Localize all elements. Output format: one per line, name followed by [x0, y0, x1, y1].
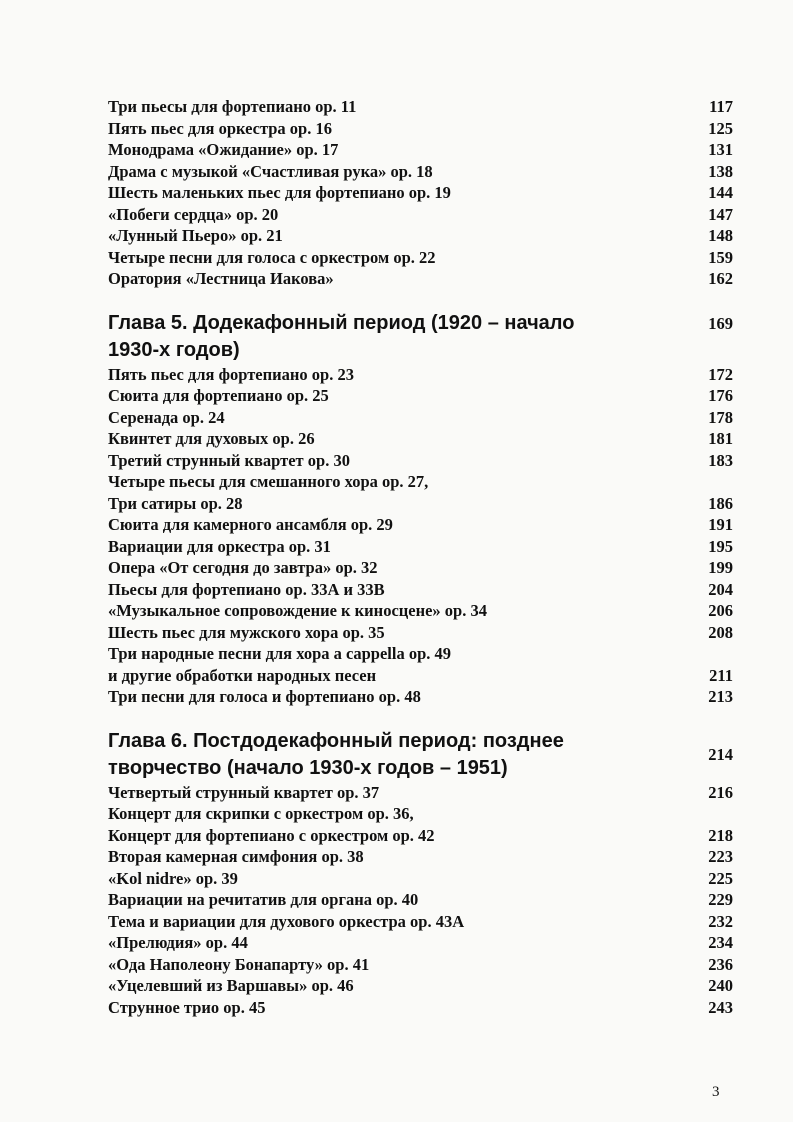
chapter-title: Глава 6. Постдодекафонный период: позднее творчество (начало 1930-х годов – 1951): [108, 729, 564, 779]
toc-entry-page: 234: [708, 933, 733, 952]
toc-entry-page: 176: [708, 386, 733, 405]
toc-entry: [108, 450, 733, 472]
toc-entry: [108, 557, 733, 579]
toc-entry: [108, 825, 733, 847]
toc-entry: [108, 182, 733, 204]
toc-entry-page: 172: [708, 364, 733, 384]
toc-entry: [108, 268, 733, 290]
toc-entry-title: Квинтет для духовых ор. 26: [108, 429, 315, 448]
toc-entry-page: 223: [708, 847, 733, 866]
toc-entry-title: Вторая камерная симфония ор. 38: [108, 847, 364, 866]
toc-entry: [108, 622, 733, 644]
toc-entry-page: 213: [708, 687, 733, 706]
toc-entry: [108, 665, 733, 687]
toc-entry-title: Драма с музыкой «Счастливая рука» ор. 18: [108, 161, 433, 181]
toc-entry: [108, 600, 733, 622]
toc-entry-title: Струнное трио ор. 45: [108, 997, 266, 1017]
toc-entry-title: Вариации на речитатив для органа ор. 40: [108, 890, 419, 909]
toc-entry: [108, 911, 733, 933]
toc-entry-page: 131: [708, 140, 733, 159]
toc-entry: [108, 161, 733, 183]
toc-entry-title: Три пьесы для фортепиано ор. 11: [108, 97, 357, 116]
toc-entry-page: 240: [708, 976, 733, 995]
toc-entry-title: «Побеги сердца» ор. 20: [108, 204, 279, 224]
toc-entry-title: Третий струнный квартет ор. 30: [108, 450, 350, 470]
toc-entry-title: Опера «От сегодня до завтра» ор. 32: [108, 558, 378, 577]
toc-entry-title: Сюита для фортепиано ор. 25: [108, 386, 329, 405]
chapter-page: 214: [708, 744, 733, 764]
toc-entry-title: Пьесы для фортепиано ор. 33А и 33В: [108, 579, 385, 599]
toc-entry-title: Оратория «Лестница Иакова»: [108, 269, 334, 288]
toc-entry-title: Пять пьес для фортепиано ор. 23: [108, 364, 354, 384]
chapter-title: Глава 5. Додекафонный период (1920 – начало 1930-х годов): [108, 311, 575, 361]
toc-entry-title: Тема и вариации для духового оркестра ор. 43А: [108, 911, 465, 931]
toc-entry-title: Шесть пьес для мужского хора ор. 35: [108, 622, 385, 642]
toc-entry-title: Сюита для камерного ансамбля ор. 29: [108, 515, 393, 534]
toc-entry-page: 232: [708, 911, 733, 931]
toc-entry: [108, 139, 733, 161]
toc-entry: [108, 686, 733, 708]
toc-entry-page: 211: [709, 665, 733, 685]
toc-entry: [108, 997, 733, 1019]
toc-entry-page: 208: [708, 622, 733, 642]
toc-entry-page: 225: [708, 868, 733, 888]
toc-entry-title: «Лунный Пьеро» ор. 21: [108, 226, 283, 245]
toc-entry: [108, 579, 733, 601]
toc-entry-page: 191: [708, 515, 733, 534]
toc-entry-page: 206: [708, 601, 733, 620]
table-of-contents: [108, 96, 733, 1018]
toc-entry-title: Шесть маленьких пьес для фортепиано ор. 19: [108, 183, 451, 202]
toc-entry: [108, 643, 733, 665]
toc-entry-page: 117: [709, 97, 733, 116]
toc-entry: [108, 225, 733, 247]
toc-entry-title: Монодрама «Ожидание» ор. 17: [108, 140, 339, 159]
toc-entry-title: «Ода Наполеону Бонапарту» ор. 41: [108, 954, 370, 974]
toc-entry: [108, 385, 733, 407]
toc-entry: [108, 428, 733, 450]
toc-entry-title: Три песни для голоса и фортепиано ор. 48: [108, 687, 421, 706]
toc-entry-title: Концерт для скрипки с оркестром ор. 36,: [108, 804, 414, 823]
toc-entry-page: 229: [708, 890, 733, 909]
section-top-list: [108, 96, 733, 290]
toc-entry-page: 148: [708, 226, 733, 245]
toc-entry-title: Серенада ор. 24: [108, 407, 225, 427]
toc-entry: [108, 782, 733, 804]
toc-entry: [108, 868, 733, 890]
toc-entry-title: Четыре песни для голоса с оркестром ор. 22: [108, 247, 436, 267]
toc-entry-page: 236: [708, 954, 733, 974]
toc-entry-title: и другие обработки народных песен: [108, 665, 377, 685]
toc-entry-title: Вариации для оркестра ор. 31: [108, 536, 331, 556]
toc-entry-title: Четвертый струнный квартет ор. 37: [108, 782, 380, 802]
chapter-6-list: [108, 782, 733, 1019]
toc-entry-page: 178: [708, 407, 733, 427]
toc-entry: [108, 803, 733, 825]
toc-entry: [108, 204, 733, 226]
toc-entry-page: 199: [708, 558, 733, 577]
toc-entry: [108, 932, 733, 954]
toc-entry-page: 162: [708, 269, 733, 288]
toc-entry: [108, 846, 733, 868]
toc-entry: [108, 514, 733, 536]
toc-entry-page: 183: [708, 450, 733, 470]
toc-entry-title: Три сатиры ор. 28: [108, 493, 243, 513]
chapter-6-heading: [108, 728, 733, 782]
toc-entry-title: Три народные песни для хора a cappella ор. 49: [108, 644, 451, 663]
toc-entry-title: Четыре пьесы для смешанного хора ор. 27,: [108, 472, 429, 491]
chapter-5-list: [108, 364, 733, 708]
toc-entry: [108, 407, 733, 429]
toc-entry-page: 195: [708, 536, 733, 556]
toc-entry-title: «Прелюдия» ор. 44: [108, 933, 248, 952]
toc-entry-page: 138: [708, 161, 733, 181]
toc-entry-page: 125: [708, 118, 733, 138]
chapter-5-heading: [108, 310, 733, 364]
page-number: 3: [712, 1084, 720, 1100]
toc-entry: [108, 96, 733, 118]
toc-entry-title: «Уцелевший из Варшавы» ор. 46: [108, 976, 354, 995]
toc-entry-page: 243: [708, 997, 733, 1017]
toc-entry-page: 186: [708, 493, 733, 513]
toc-entry-title: Концерт для фортепиано с оркестром ор. 42: [108, 825, 435, 845]
toc-entry-title: Пять пьес для оркестра ор. 16: [108, 118, 332, 138]
toc-entry-page: 181: [708, 429, 733, 448]
toc-entry: [108, 364, 733, 386]
toc-entry: [108, 118, 733, 140]
toc-entry: [108, 536, 733, 558]
toc-entry-page: 159: [708, 247, 733, 267]
toc-entry-page: 218: [708, 825, 733, 845]
toc-entry-page: 204: [708, 579, 733, 599]
toc-entry-page: 147: [708, 204, 733, 224]
toc-entry: [108, 954, 733, 976]
toc-entry: [108, 247, 733, 269]
toc-entry-page: 216: [708, 782, 733, 802]
chapter-page: 169: [708, 313, 733, 333]
toc-entry: [108, 493, 733, 515]
toc-entry: [108, 975, 733, 997]
toc-entry: [108, 889, 733, 911]
toc-entry-title: «Kol nidre» ор. 39: [108, 868, 238, 888]
toc-entry-title: «Музыкальное сопровождение к киносцене» ор. 34: [108, 601, 487, 620]
toc-entry-page: 144: [708, 183, 733, 202]
toc-entry: [108, 471, 733, 493]
